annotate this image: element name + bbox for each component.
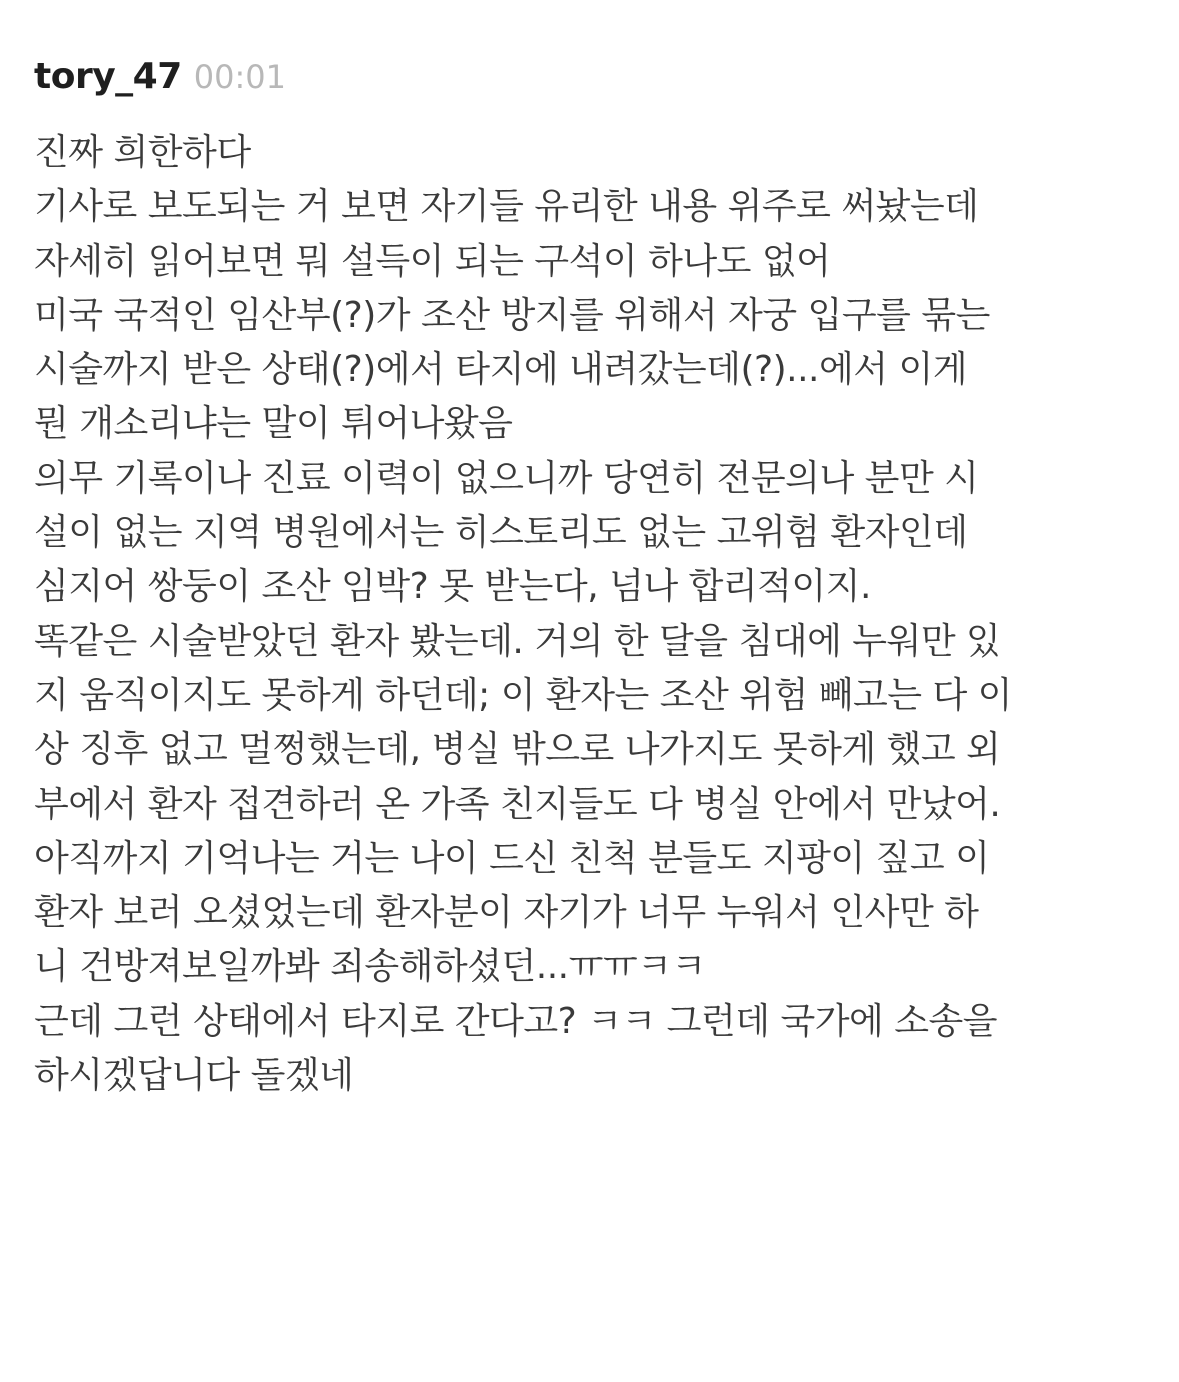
- comment-line: 니 건방져보일까봐 죄송해하셨던...ㅠㅠㅋㅋ: [34, 946, 706, 988]
- comment-line: 뭔 개소리냐는 말이 튀어나왔음: [34, 403, 513, 445]
- comment-line: 아직까지 기억나는 거는 나이 드신 친척 분들도 지팡이 짚고 이: [34, 837, 990, 879]
- comment-line: 미국 국적인 임산부(?)가 조산 방지를 위해서 자궁 입구를 묶는: [34, 294, 990, 336]
- comment: [34, 56, 1154, 1103]
- comment-line: 진짜 희한하다: [34, 132, 251, 173]
- comment-line: 자세히 읽어보면 뭐 설득이 되는 구석이 하나도 없어: [34, 240, 831, 282]
- comment-line: 시술까지 받은 상태(?)에서 타지에 내려갔는데(?)...에서 이게: [34, 349, 968, 391]
- username[interactable]: tory_47: [34, 56, 182, 97]
- comment-line: 지 움직이지도 못하게 하던데; 이 환자는 조산 위험 빼고는 다 이: [34, 674, 1012, 716]
- comment-line: 똑같은 시술받았던 환자 봤는데. 거의 한 달을 침대에 누워만 있: [34, 620, 1001, 662]
- comment-line: 환자 보러 오셨었는데 환자분이 자기가 너무 누워서 인사만 하: [34, 892, 979, 934]
- comment-line: 근데 그런 상태에서 타지로 간다고? ㅋㅋ 그런데 국가에 소송을: [34, 1000, 998, 1042]
- comment-line: 부에서 환자 접견하러 온 가족 친지들도 다 병실 안에서 만났어.: [34, 783, 1001, 825]
- comment-line: 기사로 보도되는 거 보면 자기들 유리한 내용 위주로 써놨는데: [34, 186, 979, 228]
- comment-line: 설이 없는 지역 병원에서는 히스토리도 없는 고위험 환자인데: [34, 512, 968, 554]
- comment-header: [34, 56, 1154, 116]
- comment-line: 하시겠답니다 돌겠네: [34, 1055, 354, 1097]
- timestamp: 00:01: [193, 58, 286, 96]
- comment-line: 의무 기록이나 진료 이력이 없으니까 당연히 전문의나 분만 시: [34, 457, 979, 499]
- comment-line: 심지어 쌍둥이 조산 임박? 못 받는다, 넘나 합리적이지.: [34, 566, 871, 608]
- comment-body: [34, 126, 1154, 1103]
- comment-line: 상 징후 없고 멀쩡했는데, 병실 밖으로 나가지도 못하게 했고 외: [34, 729, 1001, 771]
